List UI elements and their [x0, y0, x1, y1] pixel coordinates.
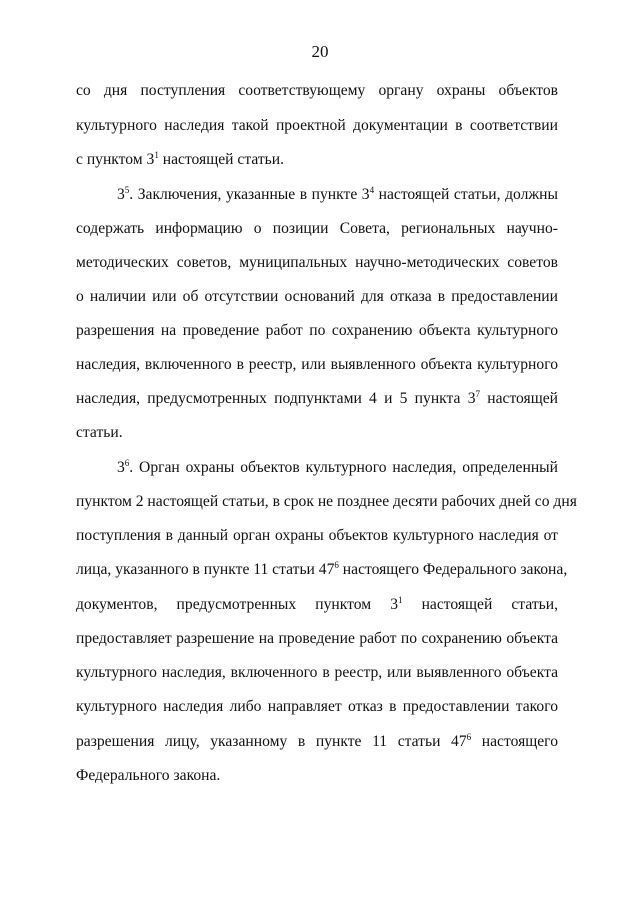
paragraph-3-line-5 — [76, 595, 558, 615]
text-fragment: 3 — [117, 186, 125, 203]
superscript: 6 — [334, 560, 339, 570]
superscript: 1 — [398, 595, 403, 605]
paragraph-3-line-10: Федерального закона. — [76, 767, 221, 784]
text-fragment: 3 — [117, 459, 125, 476]
text-fragment: настоящей статьи, — [402, 596, 559, 613]
paragraph-3-line-3: поступления в данный орган охраны объектов культурного наследия от — [76, 527, 558, 544]
paragraph-3-line-2: пунктом 2 настоящей статьи, в срок не позднее десяти рабочих дней со дня — [76, 493, 577, 510]
text-fragment: настоящей статьи. — [158, 151, 285, 168]
paragraph-3-line-1 — [117, 458, 558, 478]
superscript: 6 — [124, 458, 130, 468]
paragraph-3-line-6: предоставляет разрешение на проведение работ по сохранению объекта — [76, 630, 558, 647]
text-fragment: . Заключения, указанные в пункте 3 — [129, 186, 370, 203]
paragraph-3-line-9 — [76, 732, 558, 752]
paragraph-2-line-1 — [117, 185, 558, 205]
text-fragment: . Орган охраны объектов культурного наследия, определенный — [129, 459, 558, 476]
text-fragment: разрешения лицу, указанному в пункте 11 статьи 47 — [76, 733, 467, 750]
text-fragment: настоящей — [480, 390, 558, 407]
paragraph-2-line-4: о наличии или об отсутствии оснований для отказа в предоставлении — [76, 288, 558, 305]
paragraph-3-line-4 — [76, 560, 568, 580]
superscript: 5 — [124, 185, 130, 195]
paragraph-2-line-7 — [76, 389, 558, 409]
superscript: 1 — [154, 150, 159, 160]
superscript: 4 — [369, 185, 375, 195]
text-fragment: настоящего — [471, 733, 558, 750]
paragraph-2-line-3: методических советов, муниципальных научно-методических советов — [76, 254, 558, 271]
page-number: 20 — [311, 42, 329, 61]
paragraph-1-line-3 — [76, 150, 558, 170]
paragraph-2-line-6: наследия, включенного в реестр, или выявленного объекта культурного — [76, 356, 558, 373]
text-fragment: лица, указанного в пункте 11 статьи 47 — [76, 561, 335, 578]
text-fragment: с пунктом 3 — [76, 151, 155, 168]
paragraph-2-line-8: статьи. — [76, 424, 123, 441]
text-fragment: документов, предусмотренных пунктом 3 — [76, 596, 398, 613]
text-fragment: наследия, предусмотренных подпунктами 4 и 5 пункта 3 — [76, 390, 476, 407]
paragraph-1-line-1: со дня поступления соответствующему органу охраны объектов — [76, 82, 558, 99]
superscript: 6 — [466, 732, 472, 742]
text-fragment: настоящего Федерального закона, — [338, 561, 568, 578]
paragraph-2-line-2: содержать информацию о позиции Совета, региональных научно- — [76, 220, 558, 237]
text-fragment: настоящей статьи, должны — [374, 186, 558, 203]
paragraph-3-line-7: культурного наследия, включенного в реестр, или выявленного объекта — [76, 664, 558, 681]
paragraph-1-line-2: культурного наследия такой проектной документации в соответствии — [76, 117, 558, 134]
paragraph-2-line-5: разрешения на проведение работ по сохранению объекта культурного — [76, 322, 558, 339]
paragraph-3-line-8: культурного наследия либо направляет отказ в предоставлении такого — [76, 698, 558, 715]
superscript: 7 — [475, 389, 481, 399]
